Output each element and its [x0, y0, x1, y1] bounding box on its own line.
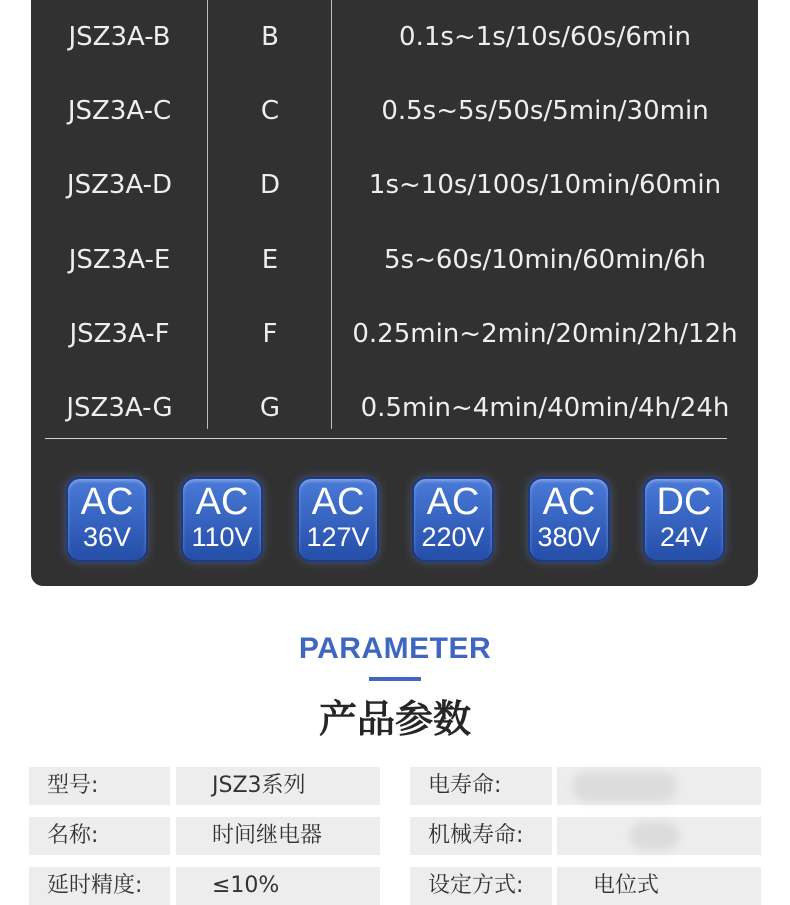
model-cell: JSZ3A-C — [67, 96, 172, 126]
voltage-type: AC — [542, 481, 596, 523]
voltage-type: AC — [80, 481, 134, 523]
table-row — [31, 74, 758, 148]
range-cell: 0.5s~5s/50s/5min/30min — [381, 96, 709, 126]
table-row — [31, 371, 758, 445]
spec-value-name: 时间继电器 — [176, 817, 380, 855]
spec-label-delay-accuracy: 延时精度: — [29, 867, 170, 905]
code-cell: G — [259, 393, 281, 423]
code-cell: D — [259, 170, 281, 200]
code-cell: C — [260, 96, 280, 126]
blurred-value — [630, 822, 680, 850]
spec-label-name: 名称: — [29, 817, 170, 855]
spec-label-mechanical-life: 机械寿命: — [410, 817, 552, 855]
voltage-type: AC — [311, 481, 365, 523]
voltage-badge-ac-220v — [412, 477, 494, 562]
voltage-type: AC — [195, 481, 249, 523]
range-cell: 5s~60s/10min/60min/6h — [383, 245, 707, 275]
voltage-value: 220V — [421, 522, 485, 552]
voltage-value: 24V — [659, 522, 709, 552]
code-cell: E — [261, 245, 279, 275]
table-row — [31, 297, 758, 371]
parameter-title: PARAMETER — [298, 632, 492, 665]
range-cell: 0.25min~2min/20min/2h/12h — [352, 319, 738, 349]
voltage-badge-ac-36v — [66, 477, 148, 562]
range-cell: 0.1s~1s/10s/60s/6min — [399, 22, 691, 52]
spec-value-setting-method: 电位式 — [557, 867, 761, 905]
model-cell: JSZ3A-E — [68, 245, 171, 275]
voltage-value: 110V — [191, 522, 253, 552]
range-cell: 0.5min~4min/40min/4h/24h — [360, 393, 730, 423]
column-divider — [331, 0, 332, 429]
timing-table-panel — [31, 0, 758, 586]
blurred-value — [572, 772, 677, 802]
table-row — [31, 0, 758, 74]
code-cell: B — [261, 22, 279, 52]
range-cell: 1s~10s/100s/10min/60min — [368, 170, 722, 200]
voltage-value: 380V — [537, 522, 601, 552]
voltage-badge-dc-24v — [643, 477, 725, 562]
voltage-badge-ac-110v — [181, 477, 263, 562]
spec-value-model: JSZ3系列 — [176, 767, 380, 805]
voltage-badge-ac-127v — [297, 477, 379, 562]
table-bottom-divider — [45, 438, 727, 439]
model-cell: JSZ3A-F — [69, 319, 170, 349]
title-underline — [369, 677, 421, 681]
column-divider — [207, 0, 208, 429]
model-cell: JSZ3A-D — [66, 170, 173, 200]
code-cell: F — [262, 319, 278, 349]
table-row — [31, 223, 758, 297]
spec-label-setting-method: 设定方式: — [410, 867, 552, 905]
model-cell: JSZ3A-G — [66, 393, 173, 423]
spec-label-model: 型号: — [29, 767, 170, 805]
product-params-title: 产品参数 — [318, 697, 471, 741]
voltage-value: 36V — [82, 522, 132, 552]
model-cell: JSZ3A-B — [68, 22, 171, 52]
spec-label-electrical-life: 电寿命: — [410, 767, 552, 805]
voltage-badge-ac-380v — [528, 477, 610, 562]
voltage-type: DC — [656, 481, 712, 523]
voltage-value: 127V — [306, 522, 370, 552]
voltage-type: AC — [426, 481, 480, 523]
spec-value-delay-accuracy: ≤10% — [176, 867, 380, 905]
table-row — [31, 148, 758, 222]
